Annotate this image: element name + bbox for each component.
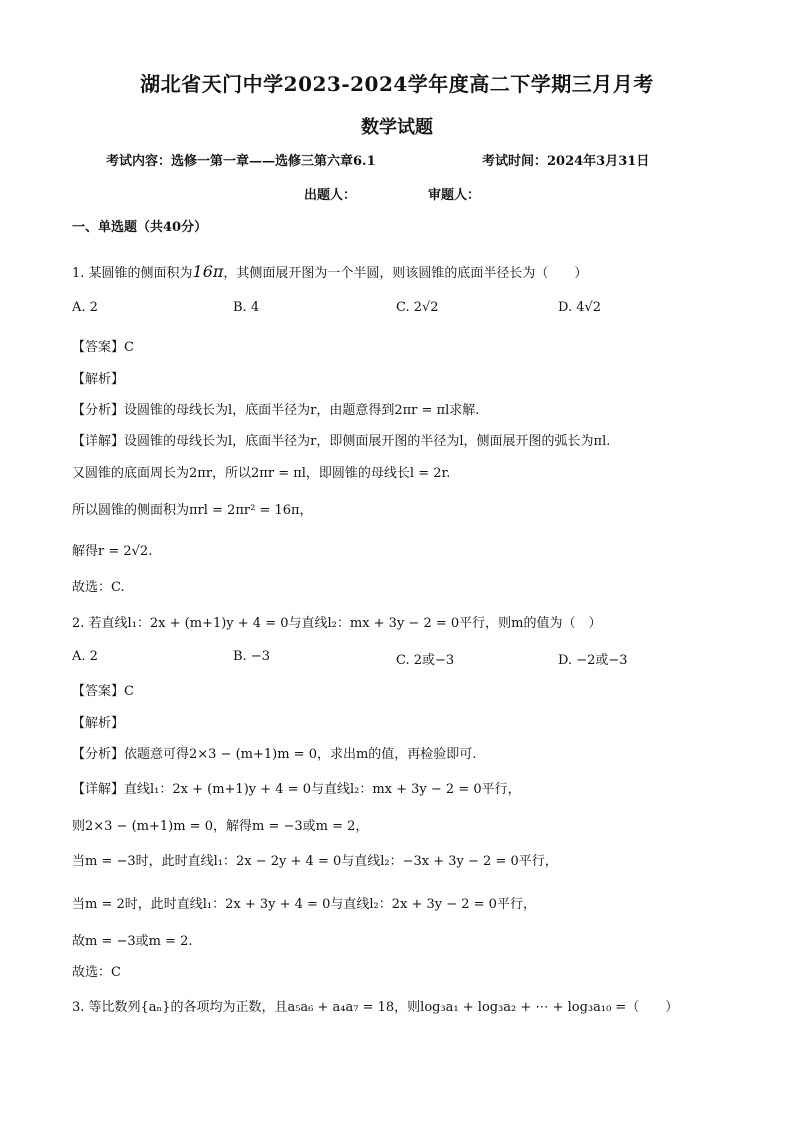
q1-stem-pre: 1. 某圆锥的侧面积为: [72, 266, 193, 281]
q3-stem: 3. 等比数列{aₙ}的各项均为正数，且a₅a₆ + a₄a₇ = 18，则log₃a₁ + log₃a₂ + ⋯ + log₃a₁₀ =（ ）: [72, 1000, 679, 1015]
exam-subtitle: 数学试题: [361, 117, 433, 138]
q2-option-a: A. 2: [72, 649, 98, 664]
q1-answer: 【答案】C: [72, 340, 134, 355]
q2-fenxi: 【分析】依题意可得2×3 − (m+1)m = 0，求出m的值，再检验即可.: [72, 747, 477, 762]
q1-option-d: D. 4√2: [558, 300, 602, 315]
q2-analysis-label: 【解析】: [72, 716, 125, 731]
q1-xiangjie-1: 【详解】设圆锥的母线长为l，底面半径为r，即侧面展开图的半径为l，侧面展开图的弧长为πl.: [72, 434, 611, 449]
setter-label: 出题人：: [304, 188, 357, 203]
q2-xiangjie-5: 故m = −3或m = 2.: [72, 934, 193, 949]
q1-choose: 故选：C.: [72, 580, 125, 595]
q1-xiangjie-4: 解得r = 2√2.: [72, 544, 153, 559]
section-title: 一、单选题（共40分）: [72, 220, 208, 235]
q2-xiangjie-1: 【详解】直线l₁：2x + (m+1)y + 4 = 0与直线l₂：mx + 3y − 2 = 0平行，: [72, 782, 521, 797]
q1-analysis-label: 【解析】: [72, 372, 125, 387]
exam-title: 湖北省天门中学2023-2024学年度高二下学期三月月考: [140, 72, 654, 96]
q1-option-b: B. 4: [233, 300, 260, 315]
q1-option-a: A. 2: [72, 300, 98, 315]
q2-option-c: C. 2或−3: [396, 653, 455, 668]
q1-stem-math: 16π: [192, 262, 224, 281]
q2-stem: 2. 若直线l₁：2x + (m+1)y + 4 = 0与直线l₂：mx + 3y − 2 = 0平行，则m的值为（ ）: [72, 616, 602, 631]
reviewer-label: 审题人：: [428, 188, 481, 203]
q1-fenxi: 【分析】设圆锥的母线长为l，底面半径为r，由题意得到2πr = πl求解.: [72, 403, 480, 418]
q1-stem-post: ，其侧面展开图为一个半圆，则该圆锥的底面半径长为（ ）: [223, 266, 588, 281]
q1-stem: [72, 262, 587, 281]
q2-xiangjie-3: 当m = −3时，此时直线l₁：2x − 2y + 4 = 0与直线l₂：−3x + 3y − 2 = 0平行，: [72, 854, 558, 869]
q1-option-c: C. 2√2: [396, 300, 439, 315]
q1-xiangjie-3: 所以圆锥的侧面积为πrl = 2πr² = 16π，: [72, 503, 313, 518]
q2-option-b: B. −3: [233, 649, 270, 664]
q1-xiangjie-2: 又圆锥的底面周长为2πr，所以2πr = πl，即圆锥的母线长l = 2r.: [72, 466, 451, 481]
q2-answer: 【答案】C: [72, 684, 134, 699]
q2-xiangjie-4: 当m = 2时，此时直线l₁：2x + 3y + 4 = 0与直线l₂：2x + 3y − 2 = 0平行，: [72, 897, 536, 912]
q2-xiangjie-2: 则2×3 − (m+1)m = 0，解得m = −3或m = 2，: [72, 819, 369, 834]
q2-option-d: D. −2或−3: [558, 653, 628, 668]
q2-choose: 故选：C: [72, 965, 121, 980]
exam-content: 考试内容：选修一第一章——选修三第六章6.1: [106, 154, 376, 169]
exam-time: 考试时间：2024年3月31日: [482, 154, 650, 169]
